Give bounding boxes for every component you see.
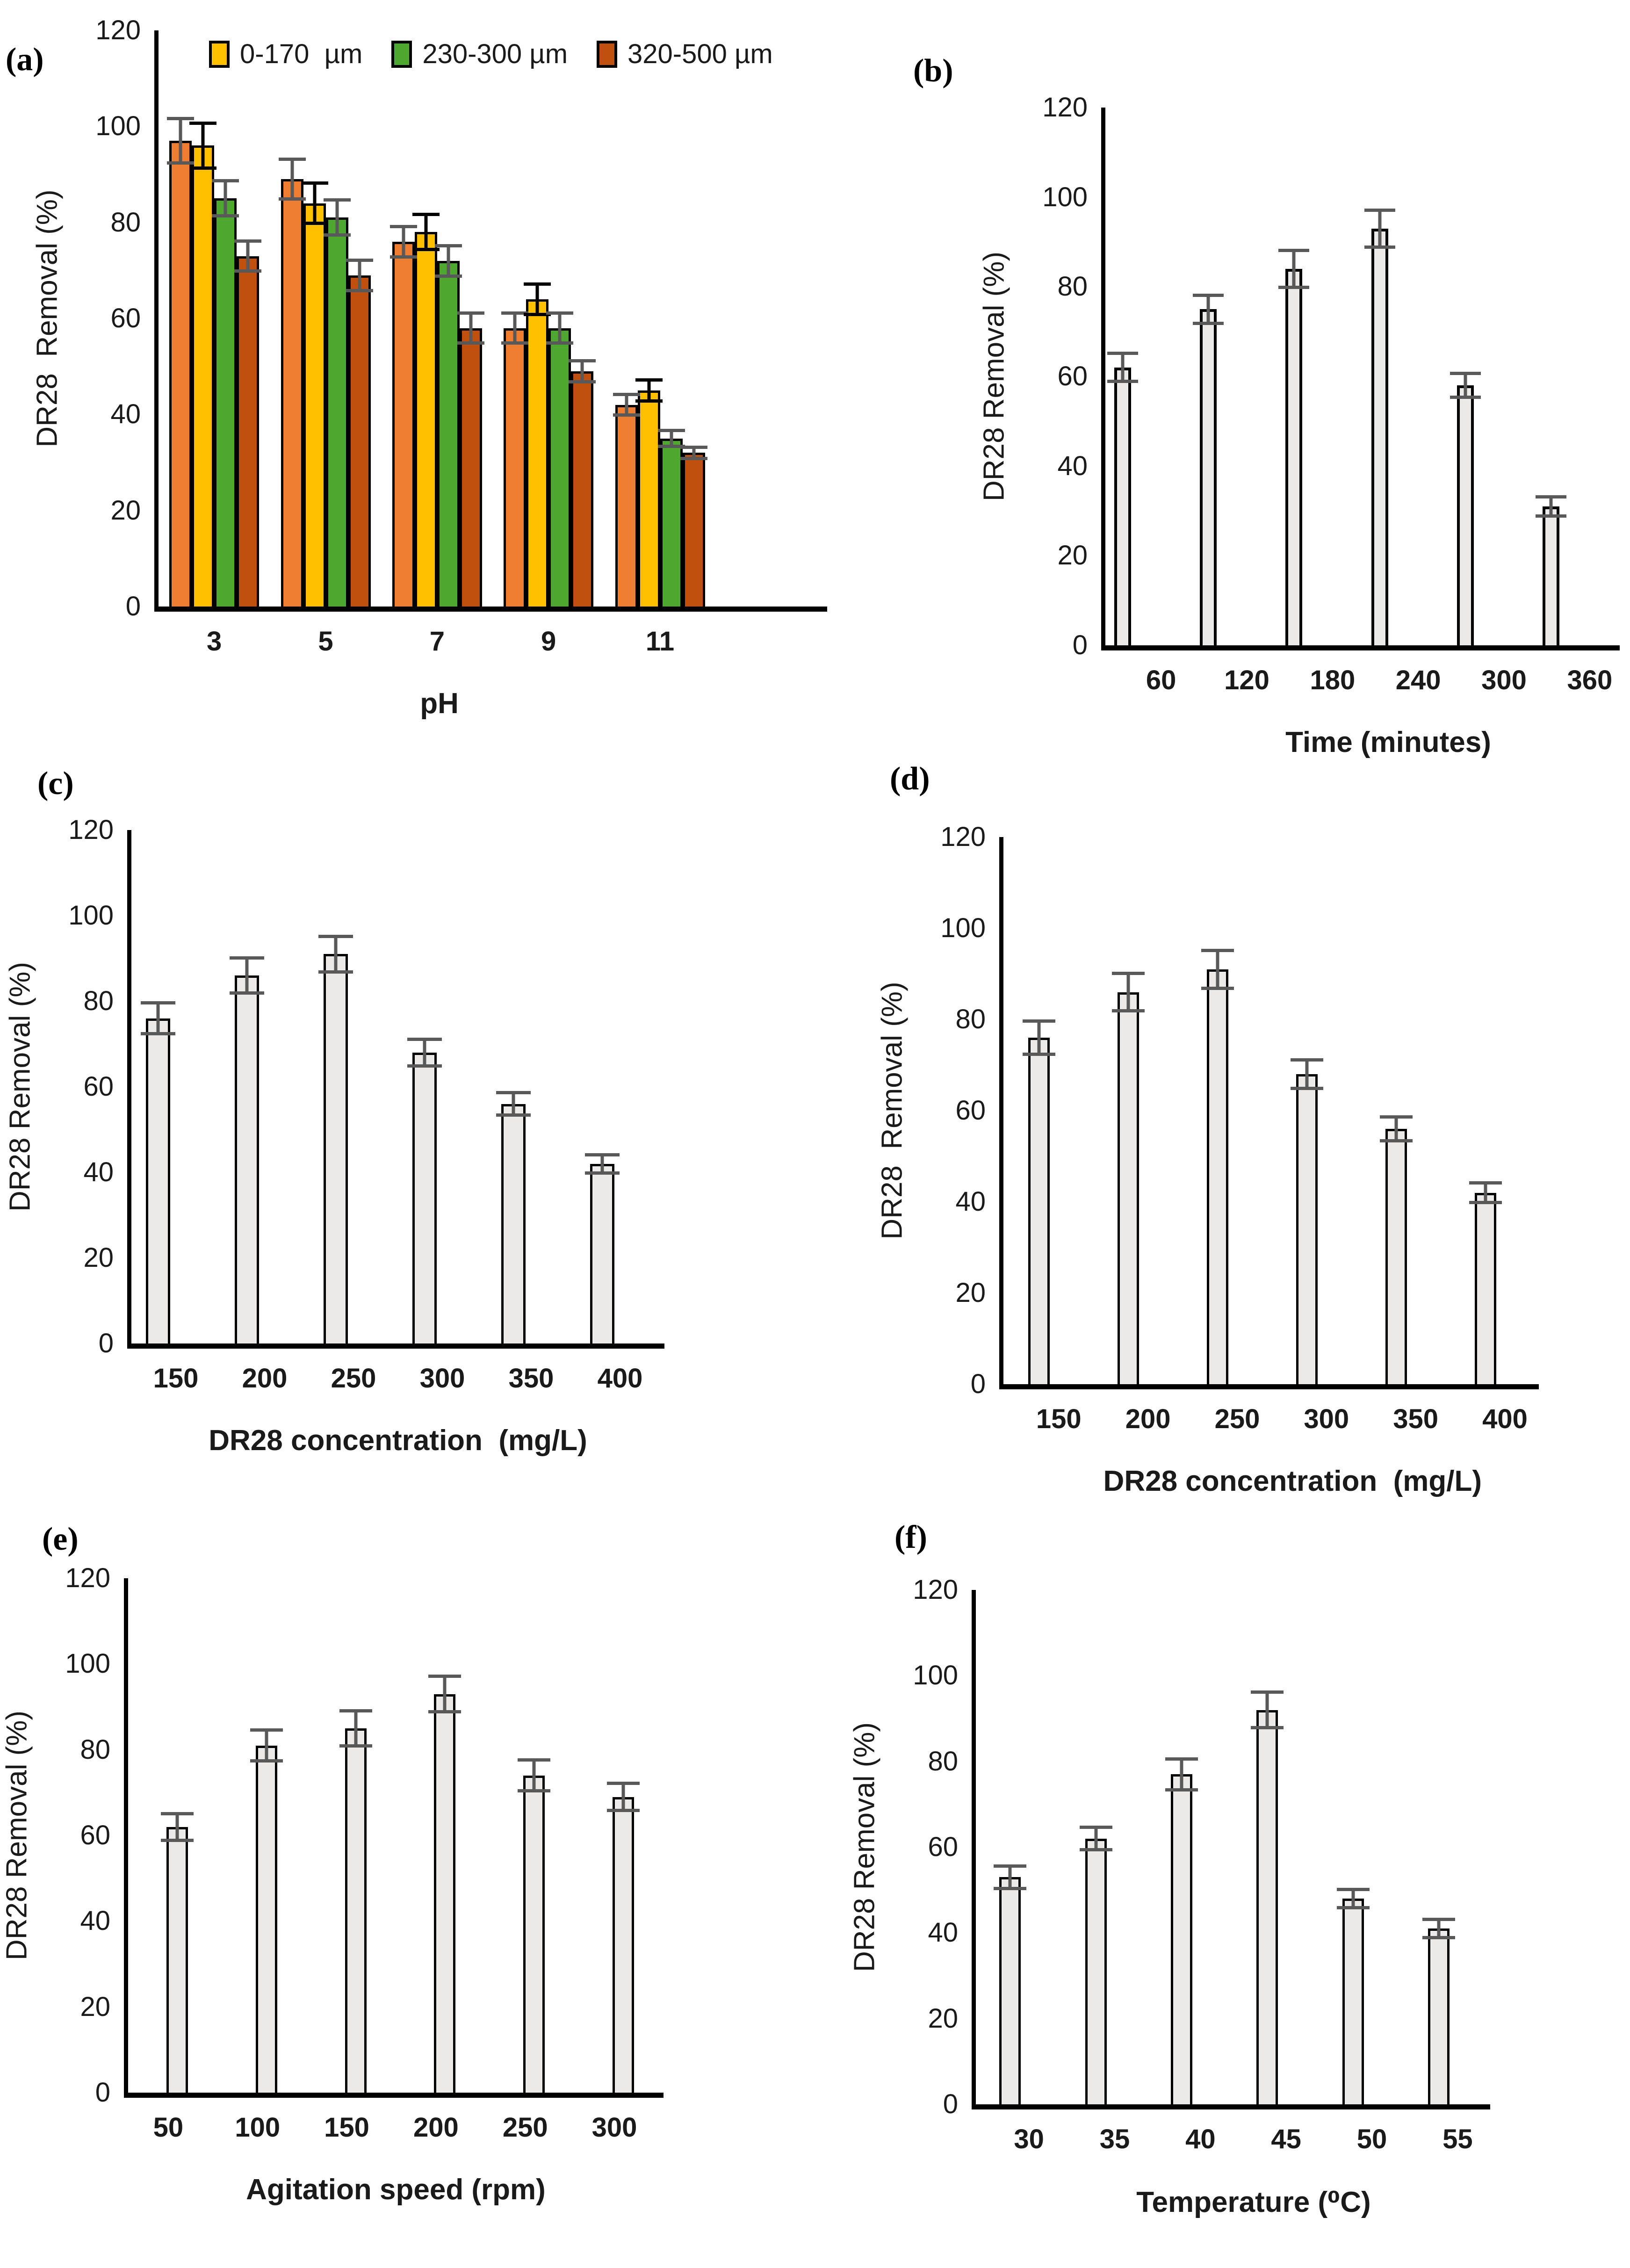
error-bar-line [1305,1062,1308,1087]
x-tick-label: 240 [1395,665,1441,695]
y-tick-label: 100 [1042,181,1088,212]
error-bar [250,1728,283,1762]
error-bar-line [1180,1761,1183,1788]
bar [1171,1774,1192,2104]
error-bar-line [245,960,249,991]
y-tick-label: 100 [913,1660,958,1691]
y-tick-label: 80 [110,207,141,238]
x-tick-label: 7 [429,626,445,657]
x-axis-label: Agitation speed (rpm) [246,2174,546,2206]
y-tick-label: 60 [1057,361,1088,391]
error-bar-line [625,396,628,413]
error-bar-line [313,185,316,221]
bar [1200,309,1217,645]
legend-label: 230-300 µm [422,39,568,69]
y-tick-label: 80 [955,1004,986,1034]
y-tick-label: 60 [955,1095,986,1126]
x-tick-label: 180 [1310,665,1356,695]
error-bar [324,198,351,237]
x-tick-label: 300 [419,1363,465,1394]
bar [1428,1929,1450,2104]
chart-e-plot-area [0,1563,664,2206]
y-tick-label: 80 [80,1734,110,1765]
x-tick-label: 200 [242,1363,288,1394]
x-tick-label: 250 [1214,1404,1260,1434]
bar [1342,1899,1364,2104]
error-bar-line [513,315,517,342]
bar [415,232,437,607]
x-tick-label: 400 [1482,1404,1528,1434]
x-tick-label: 50 [1356,2124,1387,2154]
panel-e [0,1510,815,2268]
chart-f-plot-area [848,1575,1490,2218]
bar [169,141,192,607]
x-tick-label: 300 [1481,665,1527,695]
y-tick-label: 0 [98,1328,114,1358]
error-bar [435,244,462,278]
error-bar [141,1001,175,1035]
error-bar-line [265,1732,268,1759]
panel-a [0,0,815,748]
y-tick-label: 100 [68,900,114,931]
x-tick-label: 30 [1014,2124,1044,2154]
panel-label-e: (e) [42,1521,79,1557]
legend [209,41,773,68]
error-bar-line [1292,252,1296,286]
error-bar [546,311,573,345]
y-tick-label: 120 [913,1575,958,1605]
x-tick-label: 200 [1125,1404,1171,1434]
y-tick-label: 20 [1057,540,1088,571]
bar [660,439,683,607]
y-tick-label: 60 [928,1832,958,1862]
error-bar-line [157,1004,160,1032]
error-bar [339,1709,372,1748]
error-bar [428,1675,461,1713]
y-tick-label: 120 [95,15,141,45]
error-bar-line [354,1712,357,1745]
error-bar [585,1153,620,1175]
y-tick-label: 60 [110,303,141,333]
bar [638,390,660,607]
error-bar-line [175,1815,179,1839]
error-bar [1337,1888,1370,1909]
panel-f [815,1510,1630,2268]
error-bar [518,1758,550,1792]
error-bar-line [1038,1023,1041,1053]
x-tick-label: 9 [541,626,556,657]
error-bar-line [202,125,205,166]
x-tick-label: 45 [1271,2124,1301,2154]
error-bar [1107,352,1138,383]
error-bar-line [1378,212,1381,246]
error-bar-line [290,161,294,197]
legend-swatch-icon [597,41,617,68]
error-bar-line [581,362,584,380]
y-tick-label: 0 [1072,630,1088,660]
y-tick-label: 40 [80,1906,110,1936]
error-bar [1291,1058,1323,1090]
x-axis-label: pH [420,687,459,720]
chart-a-plot-area [31,15,827,720]
legend-swatch-icon [209,41,230,68]
error-bar-line [647,382,650,399]
y-tick-label: 20 [928,2003,958,2034]
bar [256,1746,277,2093]
y-tick-label: 0 [943,2089,958,2119]
error-bar-line [447,247,450,274]
x-axis-label: Time (minutes) [1285,726,1491,758]
bar [1543,506,1559,645]
y-tick-label: 100 [940,913,986,943]
y-tick-label: 40 [928,1917,958,1948]
bar [348,275,371,607]
y-tick-label: 80 [928,1746,958,1777]
error-bar-line [179,120,182,162]
bar [146,1018,170,1343]
panel-label-b: (b) [913,53,953,89]
bar [1118,992,1139,1385]
x-tick-label: 150 [324,2112,369,2143]
y-tick-label: 0 [125,591,141,621]
error-bar [1201,949,1234,990]
error-bar-line [423,1041,426,1064]
error-bar [230,956,264,995]
bar [1371,229,1388,645]
y-tick-label: 80 [1057,271,1088,302]
error-bar [1080,1826,1112,1851]
error-bar-line [246,243,250,270]
error-bar [1450,372,1481,399]
error-bar-line [1437,1921,1441,1936]
error-bar-line [1484,1185,1487,1201]
error-bar-line [536,286,539,313]
chart-d-plot-area [876,822,1539,1497]
legend-item [391,41,568,68]
x-tick-label: 60 [1146,665,1176,695]
x-tick-label: 5 [318,626,333,657]
error-bar-line [1550,498,1553,514]
error-bar-line [469,315,472,342]
bar [192,145,214,607]
y-tick-label: 0 [970,1369,986,1399]
y-tick-label: 40 [110,399,141,430]
error-bar-line [601,1156,604,1171]
error-bar [496,1091,531,1117]
error-bar [346,259,373,292]
y-tick-label: 20 [955,1278,986,1308]
y-axis-label: DR28 Removal (%) [31,189,64,448]
error-bar-line [1266,1694,1269,1726]
x-tick-label: 350 [508,1363,554,1394]
bar [237,256,259,607]
bar [1256,1710,1278,2104]
bar [1475,1193,1496,1385]
error-bar-line [1207,297,1210,322]
error-bar-line [334,938,338,970]
x-tick-label: 360 [1567,665,1613,695]
x-tick-label: 50 [153,2112,184,2143]
bar [166,1827,188,2093]
x-axis-label: DR28 concentration (mg/L) [1103,1465,1482,1497]
x-tick-label: 35 [1099,2124,1130,2154]
bar [1385,1129,1407,1384]
panel-b [815,0,1630,758]
y-tick-label: 60 [80,1820,110,1850]
error-bar [1193,294,1224,325]
error-bar [1165,1757,1198,1791]
y-tick-label: 0 [95,2077,110,2108]
error-bar [658,429,685,448]
error-bar-line [558,315,562,342]
error-bar [1380,1115,1413,1143]
error-bar [1023,1019,1055,1056]
bar [214,198,237,607]
bar [1028,1038,1050,1384]
error-bar-line [1216,952,1219,987]
bar [437,261,460,607]
y-tick-label: 120 [65,1563,110,1593]
error-bar [569,359,596,383]
bar [504,328,526,607]
error-bar-line [1127,975,1130,1010]
bar [303,203,326,607]
bar [613,1797,634,2093]
error-bar-line [1094,1829,1097,1848]
bar [1296,1074,1318,1384]
error-bar [994,1864,1026,1890]
x-tick-label: 40 [1185,2124,1216,2154]
bar [1085,1839,1107,2104]
error-bar-line [358,262,361,289]
bar [615,405,638,607]
panel-label-a: (a) [6,42,44,78]
error-bar-line [1009,1868,1012,1887]
panel-label-f: (f) [894,1519,927,1555]
y-tick-label: 20 [83,1242,114,1273]
error-bar-line [335,202,339,233]
x-axis-label: DR28 concentration (mg/L) [209,1424,587,1457]
x-tick-label: 150 [153,1363,199,1394]
bar [460,328,482,607]
bar [1207,969,1228,1384]
error-bar-line [1464,375,1467,396]
error-bar-line [512,1094,515,1113]
error-bar-line [622,1785,625,1808]
x-tick-label: 300 [1304,1404,1349,1434]
legend-label: 320-500 µm [627,39,773,69]
x-tick-label: 400 [597,1363,643,1394]
x-tick-label: 350 [1393,1404,1439,1434]
error-bar [161,1812,194,1842]
error-bar-line [1121,355,1124,380]
chart-b-plot-area [978,92,1620,758]
error-bar-line [670,432,673,445]
error-bar [680,446,707,460]
bar [571,371,593,607]
x-tick-label: 100 [235,2112,281,2143]
bar [235,975,259,1343]
bar [526,299,548,607]
error-bar-line [402,228,405,255]
bar [523,1776,545,2093]
error-bar [1251,1690,1284,1729]
panel-label-d: (d) [890,761,930,797]
x-tick-label: 3 [207,626,222,657]
error-bar [635,378,663,402]
x-tick-label: 300 [591,2112,637,2143]
bar [999,1877,1021,2104]
x-tick-label: 250 [502,2112,548,2143]
bar [1457,385,1474,645]
panel-c [0,748,815,1510]
y-tick-label: 20 [110,495,141,526]
bar [1114,368,1131,645]
error-bar [1536,495,1566,518]
error-bar [457,311,484,345]
error-bar [189,122,216,170]
error-bar-line [1351,1891,1355,1906]
y-tick-label: 120 [68,815,114,845]
error-bar [607,1782,640,1812]
y-tick-label: 60 [83,1071,114,1102]
y-tick-label: 120 [1042,92,1088,123]
y-axis-label: DR28 Removal (%) [876,982,909,1240]
error-bar [234,239,261,273]
x-axis-label: Temperature (⁰C) [1136,2186,1371,2218]
bar [392,242,415,607]
error-bar-line [424,216,427,248]
error-bar-line [533,1762,536,1789]
bar [590,1164,614,1343]
error-bar-line [224,182,227,214]
error-bar [1364,209,1395,249]
bar [326,217,348,607]
y-tick-label: 100 [95,111,141,142]
chart-c-plot-area [4,815,664,1457]
x-tick-label: 55 [1442,2124,1473,2154]
legend-item [597,41,773,68]
panel-d [815,748,1630,1510]
error-bar [1422,1918,1455,1939]
y-tick-label: 80 [83,986,114,1016]
bar [324,954,348,1343]
error-bar-line [1394,1119,1398,1140]
error-bar [1112,972,1145,1013]
y-tick-label: 100 [65,1648,110,1679]
y-axis-label: DR28 Removal (%) [848,1722,881,1972]
x-tick-label: 250 [331,1363,376,1394]
legend-item [209,41,362,68]
y-axis-label: DR28 Removal (%) [4,961,36,1212]
bar [412,1053,437,1343]
bar [548,328,571,607]
legend-label: 0-170 µm [240,39,363,69]
x-tick-label: 11 [645,626,675,657]
y-axis-label: DR28 Removal (%) [0,1710,33,1961]
bar [683,453,705,607]
bar [434,1694,455,2093]
bar [281,179,303,607]
x-tick-label: 200 [413,2112,459,2143]
y-tick-label: 40 [1057,450,1088,481]
error-bar [212,179,239,217]
y-tick-label: 20 [80,1991,110,2022]
error-bar-line [443,1678,447,1710]
error-bar [407,1038,442,1068]
error-bar [318,935,353,973]
error-bar [1278,249,1309,289]
error-bar-line [692,449,695,457]
bar [1285,269,1302,645]
y-tick-label: 40 [955,1186,986,1217]
bar [501,1104,526,1343]
error-bar [501,311,528,345]
x-tick-label: 150 [1036,1404,1082,1434]
x-tick-label: 120 [1224,665,1269,695]
y-tick-label: 120 [940,822,986,852]
y-axis-label: DR28 Removal (%) [978,251,1010,502]
panel-label-c: (c) [37,766,74,802]
y-tick-label: 40 [83,1157,114,1187]
error-bar [1469,1181,1502,1204]
bar [345,1728,367,2093]
legend-swatch-icon [391,41,412,68]
